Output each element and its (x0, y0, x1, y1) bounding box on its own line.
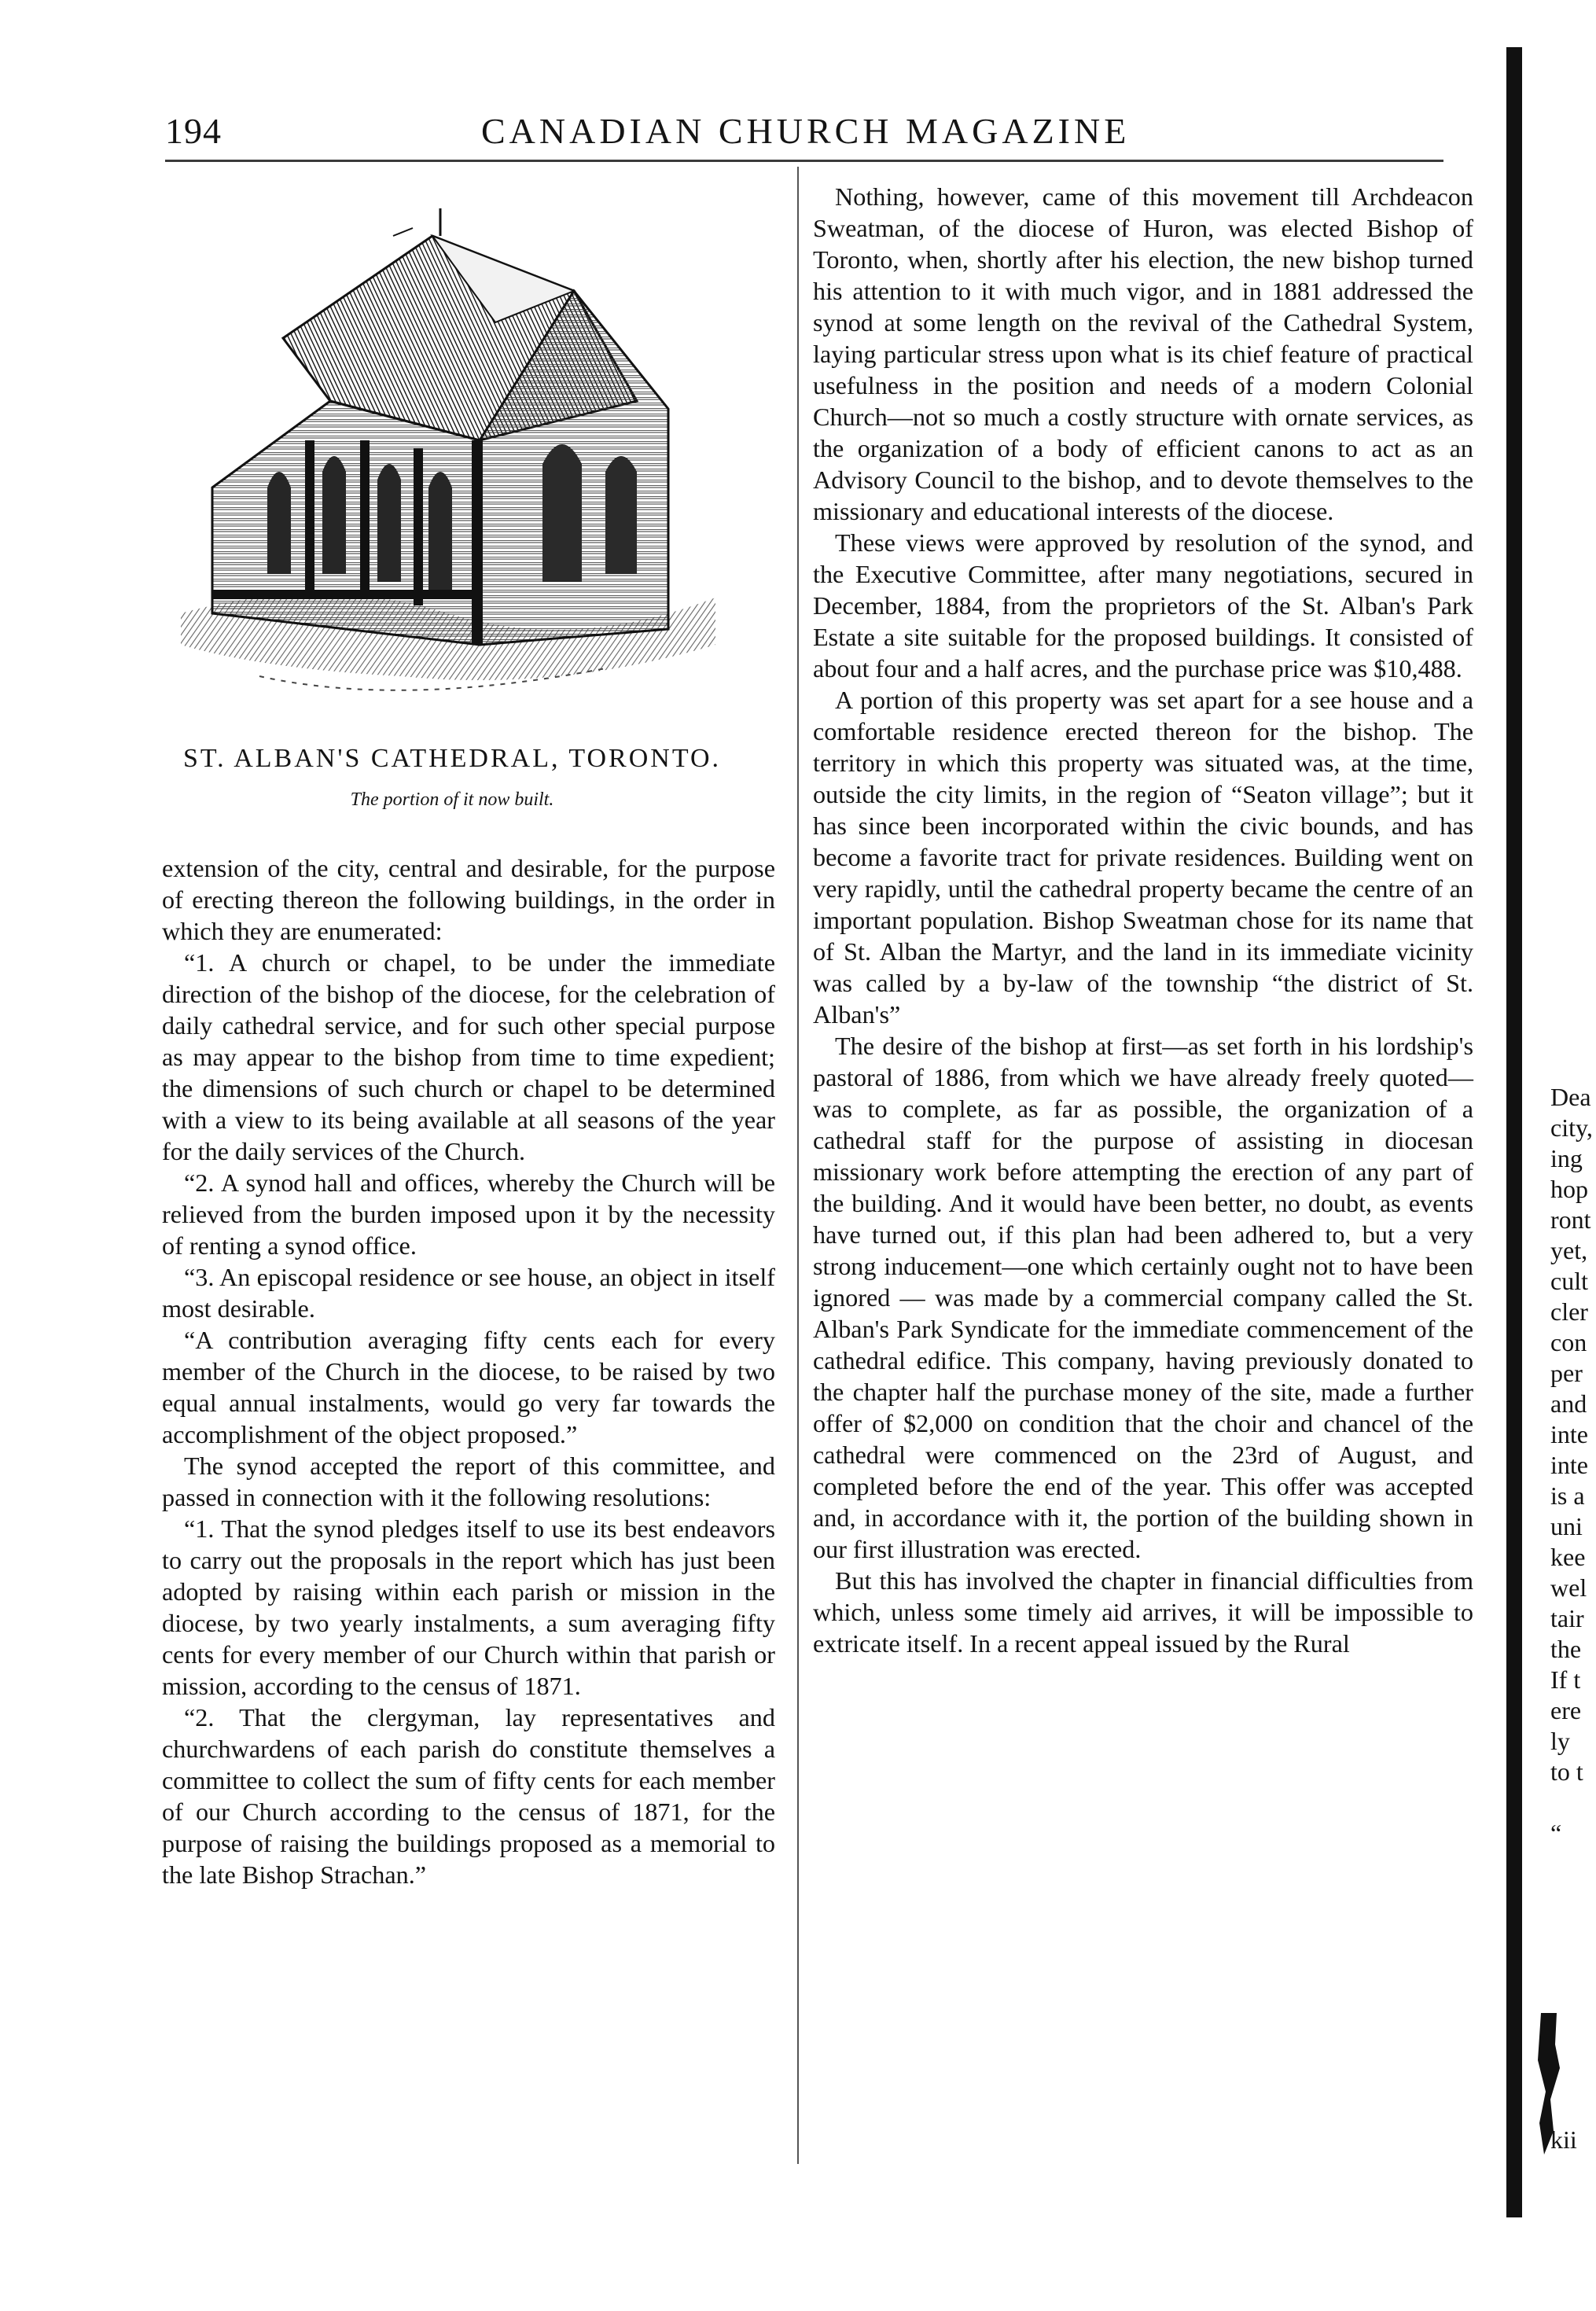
fragment-line: per (1550, 1359, 1583, 1387)
left-paragraph: “3. An episcopal residence or see house, an object in itself most desirable. (162, 1263, 775, 1323)
left-column (162, 852, 775, 1890)
fragment-line: is a (1550, 1481, 1585, 1510)
left-paragraph: “2. That the clergyman, lay representatives and churchwardens of each parish do constitute themselves a committee to collect the sum of fifty cents for each member of our Church according to the census of 1871, for the purpose of raising the buildings proposed as a memorial to the late Bishop Strachan.” (162, 1703, 775, 1889)
fragment-line (1550, 1879, 1596, 1910)
column-rule (797, 167, 799, 2164)
fragment-line: kii (1550, 2125, 1577, 2154)
fragment-line: uni (1550, 1512, 1583, 1540)
illustration-subcaption: The portion of it now built. (350, 789, 554, 810)
fragment-line: ront (1550, 1205, 1591, 1234)
fragment-line (1550, 1971, 1596, 2002)
fragment-line: cult (1550, 1267, 1588, 1295)
fragment-line: and (1550, 1389, 1587, 1418)
fragment-line (1550, 1910, 1596, 1941)
left-paragraph: extension of the city, central and desirable, for the purpose of erecting thereon the following buildings, in the order in which they are enumerated: (162, 854, 775, 945)
fragment-line (1550, 1849, 1596, 1879)
fragment-line: the (1550, 1635, 1582, 1663)
header-rule (165, 160, 1443, 162)
right-column (813, 181, 1473, 1659)
fragment-line (1550, 1941, 1596, 1971)
cathedral-nave-wall (212, 401, 480, 645)
fragment-line: hop (1550, 1175, 1588, 1203)
fragment-line: ly (1550, 1727, 1570, 1755)
left-paragraph: “1. That the synod pledges itself to use its best endeavors to carry out the proposals in the report which has just been adopted by raising within each parish or mission in the diocese, by two yearly instalments, a sum averaging fifty cents for every member of our Church within that parish or mission, according to the census of 1871. (162, 1514, 775, 1700)
fragment-line: con (1550, 1328, 1587, 1356)
right-paragraph: A portion of this property was set apart for a see house and a comfortable residence erected thereon for the bishop. The territory in which this property was situated was, at the time, outside the city limits, in the region of “Seaton village”; but it has since been incorporated within the civic bounds, and has become a favorite tract for private residences. Building went on very rapidly, until the cathedral property became the centre of an important population. Bishop Sweatman chose for its name that of St. Alban the Martyr, and the land in its immediate vicinity was called by a by-law of the township “the district of St. Alban's” (813, 686, 1473, 1029)
page-edge-bar (1506, 47, 1522, 2217)
right-paragraph: Nothing, however, came of this movement till Archdeacon Sweatman, of the diocese of Huron, was elected Bishop of Toronto, when, shortly after his election, the new bishop turned his attention to it with much vigor, and in 1881 addressed the synod at some length on the revival of the Cathedral System, laying particular stress upon what is its chief feature of practical usefulness in the position and needs of a modern Colonial Church—not so much a costly structure with ornate services, as the organization of a body of efficient canons to act as an Advisory Council to the bishop, and to devote themselves to the missionary and educational interests of the diocese. (813, 182, 1473, 525)
fragment-line: inte (1550, 1420, 1588, 1448)
page-number: 194 (165, 111, 222, 151)
fragment-line: to t (1550, 1757, 1583, 1786)
fragment-line: “ (1550, 1819, 1562, 1847)
fragment-line (1550, 1787, 1596, 1818)
fragment-line: tair (1550, 1604, 1584, 1632)
adjacent-page-fragment (1550, 1082, 1596, 2155)
fragment-line: kee (1550, 1543, 1586, 1571)
fragment-line: ing (1550, 1144, 1583, 1172)
fragment-line: cler (1550, 1297, 1588, 1326)
right-paragraph: The desire of the bishop at first—as set forth in his lordship's pastoral of 1886, from which we have already freely quoted—was to complete, as far as possible, the organization of a cathedral staff for the purpose of assisting in diocesan missionary work before attempting the erection of any part of the building. And it would have been better, no doubt, as events have turned out, if this plan had been adhered to, but a very strong inducement—one which certainly ought not to have been ignored — was made by a commercial company called the St. Alban's Park Syndicate for the immediate commencement of the cathedral edifice. This company, having previously donated to the chapter half the purchase money of the site, made a further offer of $2,000 on condition that the choir and chancel of the cathedral were commenced on the 23rd of August, and completed before the end of the year. This offer was accepted and, in accordance with it, the portion of the building shown in our first illustration was erected. (813, 1032, 1473, 1563)
right-paragraph: But this has involved the chapter in financial difficulties from which, unless some timely aid arrives, it will be impossible to extricate itself. In a recent appeal issued by the Rural (813, 1566, 1473, 1658)
cathedral-spirelet (393, 208, 440, 236)
illustration-caption: ST. ALBAN'S CATHEDRAL, TORONTO. (182, 744, 722, 773)
fragment-line: If t (1550, 1665, 1581, 1694)
left-paragraph: The synod accepted the report of this committee, and passed in connection with it the following resolutions: (162, 1452, 775, 1511)
fragment-line: yet, (1550, 1236, 1588, 1264)
fragment-line: city, (1550, 1113, 1593, 1142)
right-paragraph: These views were approved by resolution of the synod, and the Executive Committee, after many negotiations, secured in December, 1884, from the proprietors of the St. Alban's Park Estate a site suitable for the proposed buildings. It consisted of about four and a half acres, and the purchase price was $10,488. (813, 528, 1473, 683)
fragment-line: inte (1550, 1451, 1588, 1479)
left-paragraph: “2. A synod hall and offices, whereby the Church will be relieved from the burden imposed upon it by the necessity of renting a synod office. (162, 1168, 775, 1260)
left-paragraph: “1. A church or chapel, to be under the immediate direction of the bishop of the diocese, for the celebration of daily cathedral service, and for such other special purpose as may appear to the bishop from time to time expedient; the dimensions of such church or chapel to be determined with a view to its being available at all seasons of the year for the daily services of the Church. (162, 948, 775, 1165)
ink-blot (1533, 2013, 1565, 2155)
fragment-line: Dea (1550, 1083, 1591, 1111)
left-paragraph: “A contribution averaging fifty cents each for every member of the Church in the diocese, to be raised by two equal annual instalments, would go very far towards the accomplishment of the object proposed.” (162, 1326, 775, 1448)
fragment-line: ere (1550, 1696, 1582, 1724)
fragment-line: wel (1550, 1573, 1587, 1602)
running-title: CANADIAN CHURCH MAGAZINE (481, 111, 1131, 151)
cathedral-engraving (165, 204, 731, 708)
